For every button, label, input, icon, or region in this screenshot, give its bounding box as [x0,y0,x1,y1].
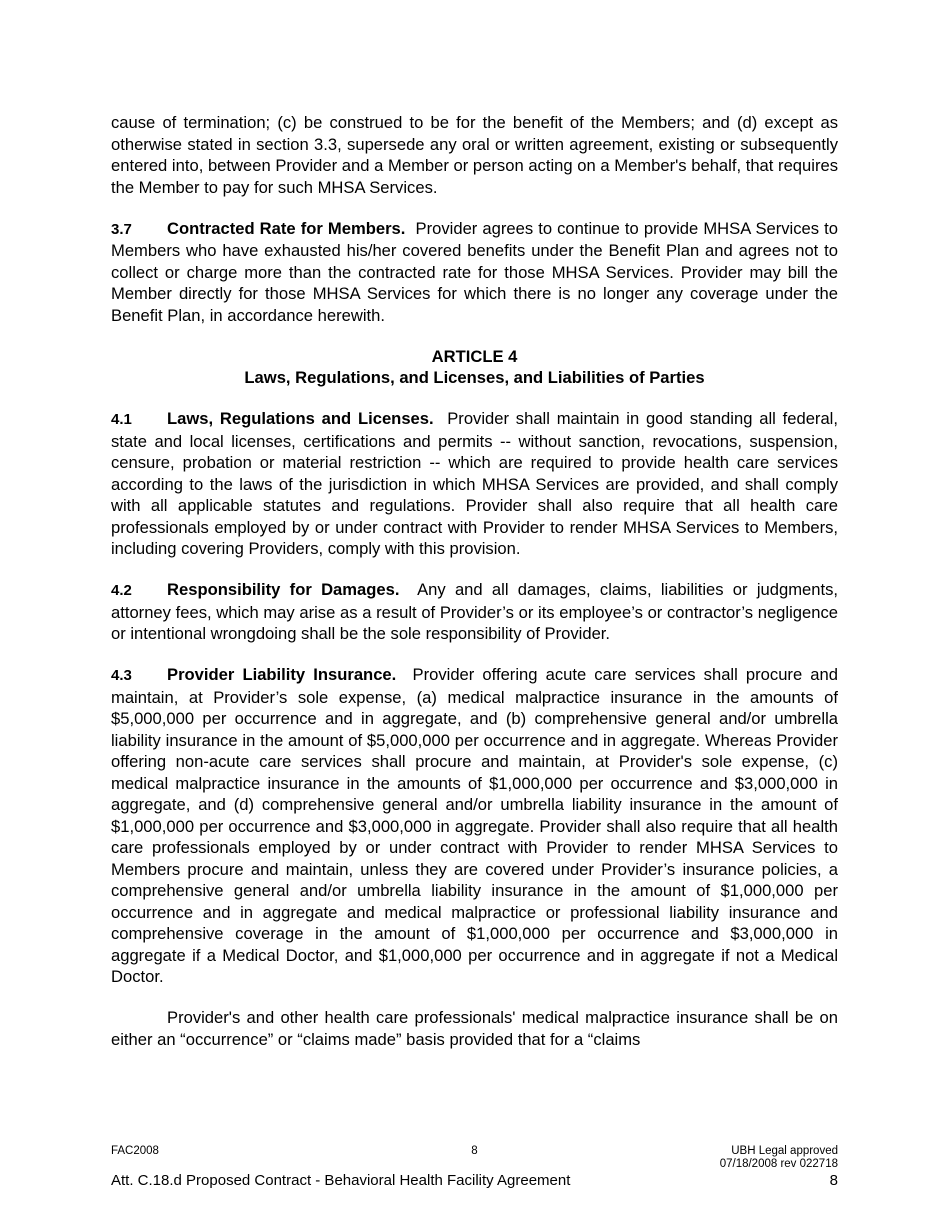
paragraph-malpractice-basis: Provider's and other health care professionals' medical malpractice insurance shall be on either an “occurrence” or “claims made” basis provided that for a “claims [111,1008,838,1049]
attachment-title: Att. C.18.d Proposed Contract - Behavioral Health Facility Agreement [111,1172,571,1189]
section-number: 4.3 [111,667,132,684]
section-4-2 [111,579,838,645]
article-number: ARTICLE 4 [431,346,518,366]
paragraph-continuation: cause of termination; (c) be construed to be for the benefit of the Members; and (d) except as otherwise stated in section 3.3, supersede any oral or written agreement, existing or subsequently entered into, between Provider and a Member or person acting on a Member's behalf, that requires the Member to pay for such MHSA Services. [111,113,838,197]
attachment-page-number: 8 [829,1172,838,1189]
footer-page-number: 8 [471,1145,478,1157]
section-title: Responsibility for Damages. [167,580,400,599]
footer-approval-line2: 07/18/2008 rev 022718 [719,1158,838,1170]
article-4-heading [111,346,838,389]
section-number: 4.1 [111,411,132,428]
section-title: Contracted Rate for Members. [167,218,406,238]
section-text: Provider shall maintain in good standing all federal, state and local licenses, certifications and permits -- without sanction, revocations, suspension, censure, probation or material restriction -- which are required to provide health care services according to the laws of the jurisdiction in which MHSA Services are provided, and shall comply with all applicable statutes and regulations. Provider shall also require that all health care professionals employed by or under contract with Provider to render MHSA Services to Members, including covering Providers, comply with this provision. [111,409,838,558]
footer-approval [720,1145,838,1171]
section-title: Provider Liability Insurance. [167,665,397,684]
footer-form-id: FAC2008 [111,1145,159,1157]
section-4-1 [111,408,838,560]
document-body [111,112,838,1070]
section-4-3 [111,664,838,988]
section-number: 4.2 [111,582,132,599]
section-number: 3.7 [111,220,132,238]
section-text: Provider agrees to continue to provide MHSA Services to Members who have exhausted his/her covered benefits under the Benefit Plan and agrees not to collect or charge more than the contracted rate for those MHSA Services. Provider may bill the Member directly for those MHSA Services for which there is no longer any coverage under the Benefit Plan, in accordance herewith. [111,218,838,325]
section-text: Any and all damages, claims, liabilities or judgments, attorney fees, which may arise as a result of Provider’s or its employee’s or contractor’s negligence or intentional wrongdoing shall be the sole responsibility of Provider. [111,580,838,643]
section-title: Laws, Regulations and Licenses. [167,409,434,428]
section-text: Provider offering acute care services shall procure and maintain, at Provider’s sole expense, (a) medical malpractice insurance in the amounts of $5,000,000 per occurrence and in aggregate, and (b) comprehensive general and/or umbrella liability insurance in the amount of $5,000,000 per occurrence and in aggregate. Whereas Provider offering non-acute care services shall procure and maintain, at Provider's sole expense, (c) medical malpractice insurance in the amounts of $1,000,000 per occurrence and $3,000,000 in aggregate, and (d) comprehensive general and/or umbrella liability insurance in the amount of $1,000,000 per occurrence and $3,000,000 in aggregate. Provider shall also require that all health care professionals employed by or under contract with Provider to render MHSA Services to Members procure and maintain, unless they are covered under Provider’s insurance policies, a comprehensive general and/or umbrella liability insurance in the amount of $1,000,000 per occurrence and in aggregate and medical malpractice or professional liability insurance and comprehensive coverage in the amount of $1,000,000 per occurrence and $3,000,000 in aggregate if a Medical Doctor, and $1,000,000 per occurrence and in aggregate if not a Medical Doctor. [111,665,838,986]
article-title: Laws, Regulations, and Licenses, and Liabilities of Parties [244,368,705,387]
footer-approval-line1: UBH Legal approved [731,1145,838,1157]
section-3-7 [111,218,838,327]
